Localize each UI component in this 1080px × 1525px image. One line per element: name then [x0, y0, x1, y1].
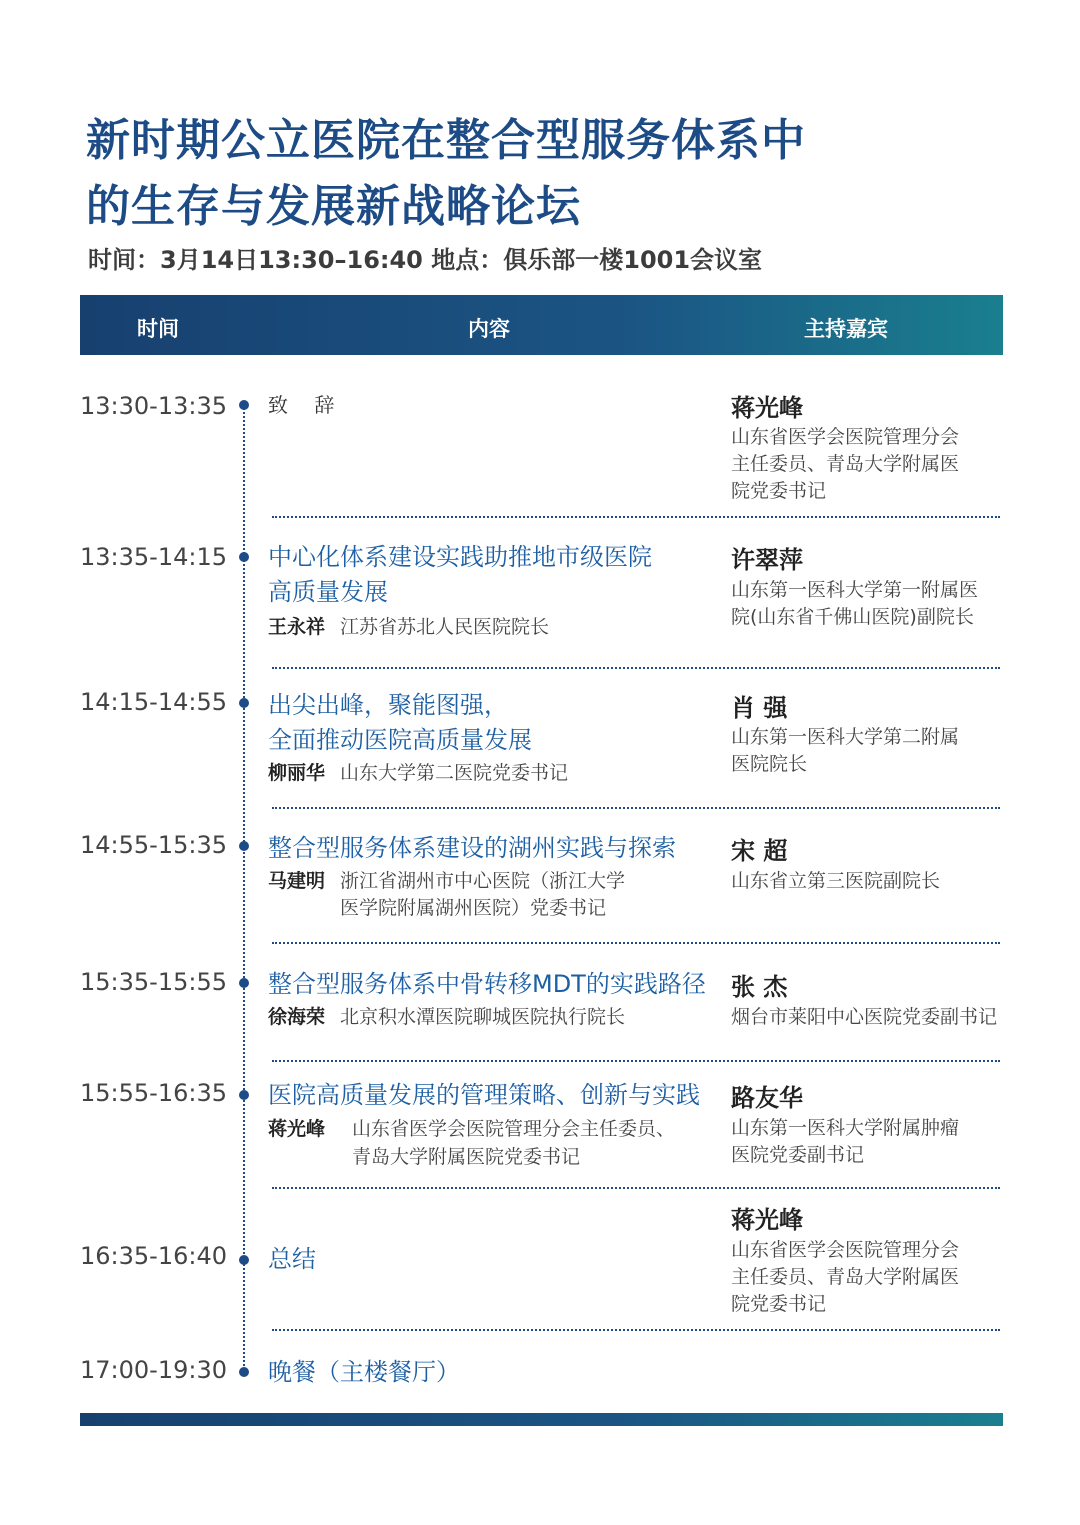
- title-line-2: 的生存与发展新战略论坛: [86, 181, 581, 232]
- host-title: 烟台市莱阳中心医院党委副书记: [731, 1006, 998, 1028]
- session-topic-line-1: 中心化体系建设实践助推地市级医院: [268, 543, 652, 571]
- session-time: 15:55-16:35: [80, 1079, 227, 1107]
- session-time: 16:35-16:40: [80, 1242, 227, 1270]
- speaker-name: 柳丽华: [268, 762, 326, 784]
- row-divider: [272, 1187, 1000, 1189]
- speaker-affiliation: 江苏省苏北人民医院院长: [340, 616, 550, 638]
- timeline-dot: [239, 1090, 249, 1100]
- page-title: [86, 108, 806, 240]
- session-time: 15:35-15:55: [80, 968, 227, 996]
- speaker: [268, 760, 569, 787]
- event-time-location: 时间：3月14日13:30–16:40 地点：俱乐部一楼1001会议室: [88, 246, 763, 274]
- host-name: 蒋光峰: [731, 394, 803, 422]
- session-time: 13:35-14:15: [80, 543, 227, 571]
- speaker-affiliation-line-1: 山东省医学会医院管理分会主任委员、: [352, 1118, 676, 1140]
- speaker: [268, 868, 626, 895]
- row-divider: [272, 1060, 1000, 1062]
- row-divider: [272, 516, 1000, 518]
- speaker-affiliation-line-1: 浙江省湖州市中心医院（浙江大学: [340, 870, 626, 892]
- row-divider: [272, 942, 1000, 944]
- session-time: 13:30-13:35: [80, 392, 227, 420]
- session-time: 14:15-14:55: [80, 688, 227, 716]
- speaker-affiliation: 山东大学第二医院党委书记: [340, 762, 569, 784]
- header-content: 内容: [468, 317, 510, 341]
- speaker-name: 王永祥: [268, 616, 326, 638]
- speaker-name: 徐海荣: [268, 1006, 326, 1028]
- host-title: 山东第一医科大学附属肿瘤 医院党委副书记: [731, 1117, 960, 1166]
- speaker-name: 蒋光峰: [268, 1118, 326, 1140]
- session-topic-line-2: 高质量发展: [268, 578, 388, 606]
- session-time: 17:00-19:30: [80, 1356, 227, 1384]
- speaker-affiliation: 北京积水潭医院聊城医院执行院长: [340, 1006, 626, 1028]
- timeline-dot: [239, 400, 249, 410]
- timeline-dot: [239, 978, 249, 988]
- session-topic: 致 辞: [268, 393, 345, 417]
- session-topic-line-1: 出尖出峰，聚能图强，: [268, 691, 508, 719]
- timeline-dot: [239, 841, 249, 851]
- session-time: 14:55-15:35: [80, 831, 227, 859]
- schedule-header: [80, 295, 1003, 355]
- host-name: 路友华: [731, 1084, 803, 1112]
- host-name: 肖 强: [731, 694, 788, 722]
- session-topic-line-2: 全面推动医院高质量发展: [268, 726, 532, 754]
- host-title: 山东省医学会医院管理分会 主任委员、青岛大学附属医 院党委书记: [731, 426, 960, 502]
- row-divider: [272, 667, 1000, 669]
- host-name: 宋 超: [731, 837, 788, 865]
- header-host: 主持嘉宾: [804, 317, 888, 341]
- host-title: 山东省立第三医院副院长: [731, 870, 941, 892]
- speaker-name: 马建明: [268, 870, 326, 892]
- timeline-dot: [239, 1255, 249, 1265]
- header-time: 时间: [137, 317, 179, 341]
- host-title: 山东第一医科大学第一附属医 院(山东省千佛山医院)副院长: [731, 579, 979, 628]
- session-topic-line-1: 总结: [268, 1245, 316, 1273]
- speaker: [268, 1116, 676, 1143]
- timeline-line: [243, 404, 245, 1374]
- title-line-1: 新时期公立医院在整合型服务体系中: [86, 115, 806, 166]
- session-topic-line-1: 整合型服务体系中骨转移MDT的实践路径: [268, 970, 706, 998]
- host-name: 张 杰: [731, 973, 788, 1001]
- speaker: [268, 614, 550, 641]
- host-title: 山东第一医科大学第二附属 医院院长: [731, 726, 960, 775]
- timeline-dot: [239, 698, 249, 708]
- host-name: 许翠萍: [731, 546, 803, 574]
- speaker-affiliation-line-2: 青岛大学附属医院党委书记: [352, 1146, 581, 1168]
- speaker: [268, 1004, 626, 1031]
- host-name: 蒋光峰: [731, 1206, 803, 1234]
- row-divider: [272, 807, 1000, 809]
- speaker-affiliation-line-2: 医学院附属湖州医院）党委书记: [340, 897, 607, 919]
- row-divider: [272, 1329, 1000, 1331]
- host-title: 山东省医学会医院管理分会 主任委员、青岛大学附属医 院党委书记: [731, 1239, 960, 1315]
- session-topic-line-1: 医院高质量发展的管理策略、创新与实践: [268, 1081, 700, 1109]
- timeline-dot: [239, 552, 249, 562]
- timeline-dot: [239, 1367, 249, 1377]
- session-topic-line-1: 整合型服务体系建设的湖州实践与探索: [268, 834, 676, 862]
- session-topic-line-1: 晚餐（主楼餐厅）: [268, 1358, 460, 1386]
- footer-bar: [80, 1413, 1003, 1426]
